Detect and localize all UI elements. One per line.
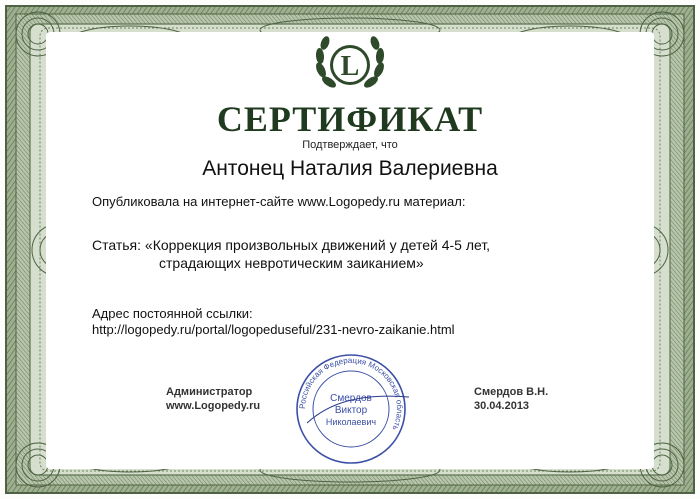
address-url: http://logopedy.ru/portal/logopeduseful/231-nevro-zaikanie.html: [92, 322, 455, 337]
certificate-date: 30.04.2013: [474, 400, 530, 412]
admin-role: Администратор: [166, 386, 253, 398]
stamp-line-1: Смердов: [330, 393, 372, 404]
article-line-1: Статья: «Коррекция произвольных движений у детей 4-5 лет,: [92, 237, 491, 253]
article-line-2: страдающих невротическим заиканием»: [159, 255, 424, 271]
address-label: Адрес постоянной ссылки:: [92, 306, 253, 321]
admin-site: www.Logopedy.ru: [166, 400, 261, 412]
stamp-ring-text: Российская Федерация Московская область: [297, 355, 405, 432]
signer-name: Смердов В.Н.: [474, 386, 549, 398]
logo-letter: L: [340, 51, 360, 82]
stamp-line-3: Николаевич: [325, 417, 377, 427]
recipient-name: Антонец Наталия Валериевна: [202, 157, 498, 180]
certificate-subtitle: Подтверждает, что: [302, 139, 398, 151]
published-text: Опубликовала на интернет-сайте www.Logopedy.ru материал:: [92, 194, 466, 209]
round-stamp-icon: [289, 353, 413, 465]
laurel-logo-icon: [311, 30, 389, 100]
stamp-line-2: Виктор: [334, 405, 368, 416]
certificate-title: СЕРТИФИКАТ: [216, 99, 484, 139]
